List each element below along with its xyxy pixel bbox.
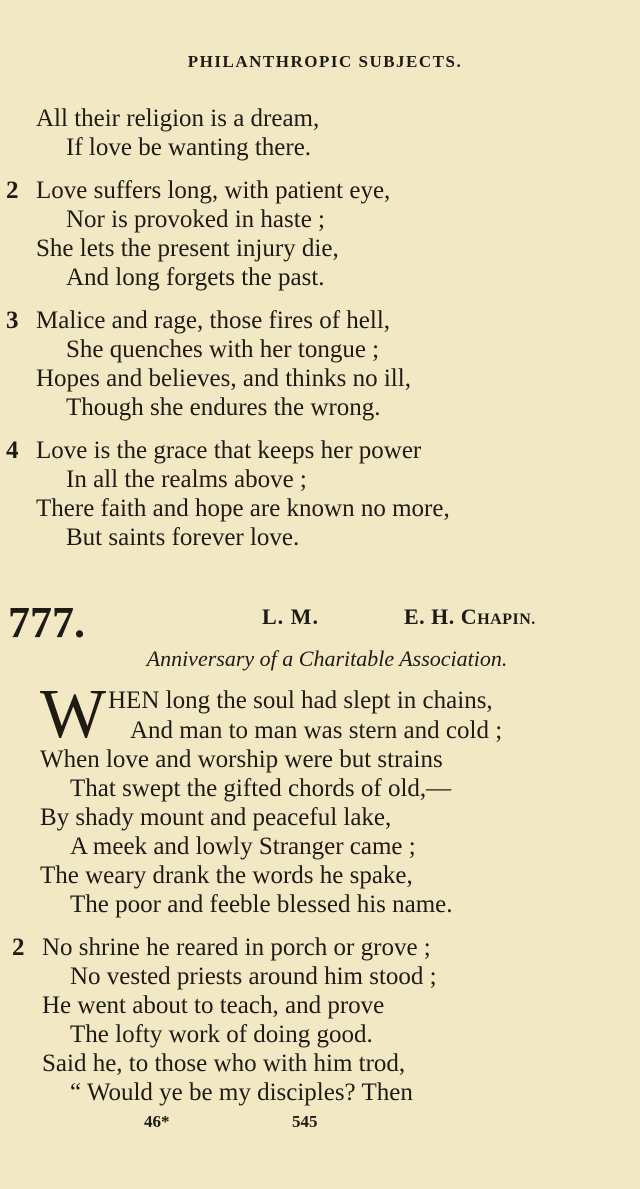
verse-line: No shrine he reared in porch or grove ; (42, 934, 431, 961)
hymn-occasion: Anniversary of a Charitable Association. (146, 646, 508, 671)
verse-line: Nor is provoked in haste ; (66, 206, 325, 233)
hymn-meter: L. M. (262, 604, 319, 629)
verse-line: Love suffers long, with patient eye, (36, 177, 391, 204)
verse-line: He went about to teach, and prove (42, 992, 385, 1019)
drop-cap: W (40, 676, 107, 753)
stanza-number: 3 (6, 307, 19, 334)
verse-line: Said he, to those who with him trod, (42, 1050, 406, 1077)
verse-line: That swept the gifted chords of old,— (70, 775, 452, 802)
verse-line: There faith and hope are known no more, (36, 495, 450, 522)
verse-line: The weary drank the words he spake, (40, 862, 413, 889)
verse-line: When love and worship were but strains (40, 746, 443, 773)
verse-line: Hopes and believes, and thinks no ill, (36, 365, 411, 392)
verse-line: And long forgets the past. (66, 264, 325, 291)
verse-line: HEN long the soul had slept in chains, (108, 687, 493, 714)
verse-line: But saints forever love. (66, 524, 300, 551)
verse-line: Though she endures the wrong. (66, 394, 381, 421)
signature-mark: 46* (144, 1112, 170, 1131)
running-head: PHILANTHROPIC SUBJECTS. (187, 52, 463, 71)
hymn-author (404, 604, 536, 630)
verse-line: All their religion is a dream, (36, 105, 320, 132)
verse-line: The poor and feeble blessed his name. (70, 891, 453, 918)
verse-line: “ Would ye be my disciples? Then (70, 1079, 413, 1106)
stanza-number: 4 (6, 437, 19, 464)
verse-line: No vested priests around him stood ; (70, 963, 437, 990)
verse-line: The lofty work of doing good. (70, 1021, 373, 1048)
verse-line: In all the realms above ; (66, 466, 307, 493)
page-number: 545 (292, 1112, 318, 1131)
verse-line: Malice and rage, those fires of hell, (36, 307, 391, 334)
verse-line: By shady mount and peaceful lake, (40, 804, 392, 831)
author-surname-rest: HAPIN. (477, 611, 536, 628)
stanza-number: 2 (12, 934, 25, 961)
verse-line: She lets the present injury die, (36, 235, 339, 262)
author-initials: E. H. C (404, 604, 478, 629)
verse-line: A meek and lowly Stranger came ; (70, 833, 416, 860)
stanza-number: 2 (6, 177, 19, 204)
verse-line: She quenches with her tongue ; (66, 336, 380, 363)
hymn-number: 777. (8, 598, 85, 647)
verse-line: Love is the grace that keeps her power (36, 437, 422, 464)
verse-line: If love be wanting there. (66, 134, 312, 161)
verse-line: And man to man was stern and cold ; (130, 717, 503, 744)
